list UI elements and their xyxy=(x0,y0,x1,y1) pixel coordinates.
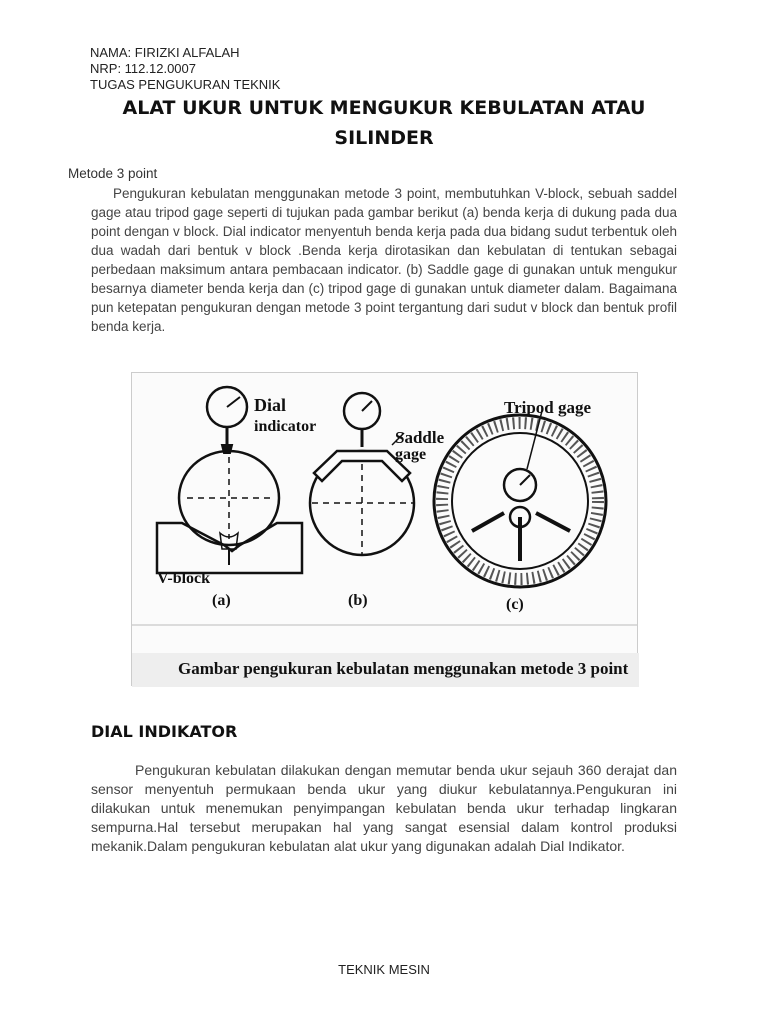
label-vblock: V-block xyxy=(157,570,211,587)
section-heading-dial-indikator: DIAL INDIKATOR xyxy=(91,722,238,741)
author-nrp: NRP: 112.12.0007 xyxy=(90,61,196,76)
label-b: (b) xyxy=(348,592,368,609)
author-header xyxy=(90,45,280,93)
paragraph-metode: Pengukuran kebulatan menggunakan metode 3 point, membutuhkan V-block, sebuah saddel gage atau tripod gage seperti di tujukan pada gambar berikut (a) benda kerja di dukung pada dua point dengan v block. Dial indicator menyentuh benda kerja pada dua bidang sudut terbentuk oleh dua wadah dari bentuk v block .Benda kerja dirotasikan dan kebulatan di tentukan sebagai perbedaan maksimum antara pembacaan indicator. (b) Saddle gage di gunakan untuk mengukur besarnya diameter benda kerja dan (c) tripod gage di gunakan untuk diameter dalam. Bagaimana pun ketepatan pengukuran dengan metode 3 point tergantung dari sudut v block dan bentuk profil benda kerja. xyxy=(91,186,677,334)
tripod-gage-diagram xyxy=(434,411,606,587)
title-line-1: ALAT UKUR UNTUK MENGUKUR KEBULATAN ATAU xyxy=(122,97,646,119)
label-dial: Dial xyxy=(254,395,287,415)
label-indicator: indicator xyxy=(254,418,317,435)
figure-caption-band xyxy=(132,653,639,687)
figure-diagram xyxy=(132,373,637,653)
figure-caption: Gambar pengukuran kebulatan menggunakan metode 3 point xyxy=(178,659,629,678)
document-title xyxy=(70,93,698,153)
label-saddle: Saddle xyxy=(395,428,445,447)
paragraph-dial-indikator: Pengukuran kebulatan dilakukan dengan memutar benda ukur sejauh 360 derajat dan sensor menyentuh permukaan benda ukur yang diukur kebulatannya.Pengukuran ini dilakukan untuk menemukan penyimpangan kebulatan benda ukur terhadap lingkaran sempurna.Hal tersebut merupakan hal yang sangat esensial dalam kontrol produksi mekanik.Dalam pengukuran kebulatan alat ukur yang digunakan adalah Dial Indikator. xyxy=(91,762,677,854)
author-name: NAMA: FIRIZKI ALFALAH xyxy=(90,45,240,60)
label-c: (c) xyxy=(506,596,524,613)
page-footer: TEKNIK MESIN xyxy=(338,962,430,977)
assignment-title: TUGAS PENGUKURAN TEKNIK xyxy=(90,77,281,92)
label-a: (a) xyxy=(212,592,231,609)
figure-3-point-method xyxy=(131,372,638,686)
section-heading-metode: Metode 3 point xyxy=(68,166,158,181)
label-tripod-gage: Tripod gage xyxy=(504,398,592,417)
title-line-2: SILINDER xyxy=(334,127,434,149)
saddle-gage-diagram xyxy=(310,393,414,555)
label-gage: gage xyxy=(395,446,427,463)
